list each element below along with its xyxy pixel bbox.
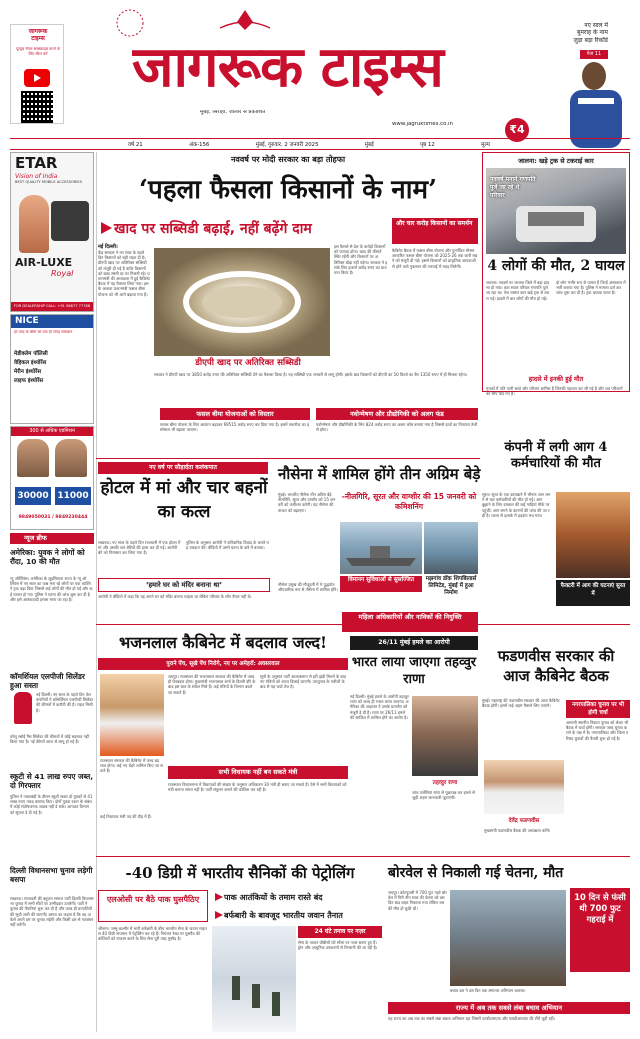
lead-body-col4: कैबिनेट बैठक में फसल बीमा योजना और पुनर्गठित मौसम आधारित फसल बीमा योजना को 2025-26 तक जारी रखने को मंजूरी दी गई। इससे किसानों को प्राकृतिक आपदाओं से होने वाले नुकसान की भरपाई में मदद मिलेगी। — [392, 248, 478, 269]
coaching-ad — [10, 426, 94, 530]
lead-kicker: नववर्ष पर मोदी सरकार का बड़ा तोहफा — [230, 155, 346, 164]
price-badge: ₹4 — [505, 118, 529, 142]
model-photo — [19, 195, 49, 253]
bhajanlal-body-col3: सूत्रों के अनुसार पार्टी आलाकमान से हरी झंडी मिलने के बाद नए मंत्रियों को शपथ दिलाई जाएगी। उपचुनाव के नतीजों के बाद से यह चर्चा तेज है। — [260, 674, 346, 690]
borewell-caption: बचाव दल ने दस दिन तक लगातार अभियान चलाया। — [450, 988, 526, 993]
soldiers-bar2-text: पाक आतंकियों के तमाम रास्ते बंद — [224, 892, 323, 902]
lead-bar2-body: नवोन्मेषण और प्रौद्योगिकी के लिए 824 करोड़ रुपए का अलग कोष बनाया गया है जिससे दावों का निपटारा तेजी से होगा। — [316, 422, 478, 433]
soldiers-headline: -40 डिग्री में भारतीय सैनिकों की पेट्रोलिंग — [125, 864, 355, 882]
lead-bar2: नवोन्मेषण और प्रौद्योगिकी को अलग फंड — [316, 408, 478, 420]
edition-price-label: मूल्य — [481, 142, 490, 148]
teaser-line2: बुमराह के नाम — [576, 29, 608, 37]
lead-side-box: और चार करोड़ किसानों का समर्थन — [392, 218, 478, 244]
borewell-footer-body: यह राज्य का अब तक का सबसे लंबा बचाव अभियान रहा जिसमें एनडीआरएफ और एसडीआरएफ की टीमें जुटी रहीं। — [388, 1016, 556, 1021]
lead-headline: ‘पहला फैसला किसानों के नाम’ — [138, 175, 438, 205]
company-body: सूरत। सूरत के एक कारखाने में भीषण आग लगने से चार कर्मचारियों की मौत हो गई। आग बुझाने के लिए दमकल की कई गाड़ियां मौके पर पहुंचीं। आग लगने के कारणों की जांच की जा रही है। घटना से इलाके में हड़कंप मच गया। — [482, 492, 551, 518]
coaching-phone: 9849050031 / 9849230444 — [18, 515, 88, 520]
lead-body-strip: सरकार ने डीएपी खाद पर 3850 करोड़ रुपए की अतिरिक्त सब्सिडी देने का फैसला किया है। यह सब्सिडी एक जनवरी से लागू होगी। इसके बाद किसानों को डीएपी का 50 किलो का बैग 1350 रुपए में ही मिलता रहेगा। — [154, 372, 468, 377]
jalna-body-col1: जालना। नववर्ष पर जालना जिले में बड़ा हादसा हो गया। कार सवार परिवार गणपति पुले जा रहा था। तेज रफ्तार कार खड़े ट्रक से टकरा गई। हादसे में चार लोगों की मौत हो गई। — [486, 280, 550, 301]
brief-body: नई दिल्ली। नए साल के पहले दिन तेल कंपनियों ने कॉमर्शियल एलपीजी सिलेंडर की कीमतों में कटौती की है। राहत मिली है। — [36, 692, 94, 713]
warship-photo — [424, 522, 478, 574]
mini-logo-line2: टाइम्स — [31, 35, 45, 42]
jalna-victims: मृतकों में पति पत्नी बच्चे और परिजन शामिल हैं जिनकी पहचान कर ली गई है और शव परिजनों को सौंप दिए गए हैं। — [486, 386, 623, 397]
bhajanlal-headline: भजनलाल कैबिनेट में बदलाव जल्द! — [118, 633, 327, 652]
tahawwur-headline: भारत लाया जाएगा तहव्वुर राणा — [351, 655, 477, 687]
nice-item: लाइफ इंश्योरेंस — [14, 378, 44, 384]
fadnavis-side-box: नगरपालिका चुनाव पर भी होगी चर्चा — [566, 700, 630, 718]
fadnavis-body: मुंबई। महाराष्ट्र की फडणवीस सरकार की आज कैबिनेट बैठक होगी। इसमें कई अहम फैसले लिए जाएंगे। — [482, 698, 560, 709]
teaser-page-badge: पेज 11 — [580, 50, 608, 59]
jalna-body-col2: दो लोग गंभीर रूप से घायल हैं जिन्हें अस्पताल में भर्ती कराया गया है। पुलिस ने मामला दर्ज कर जांच शुरू कर दी है। ट्रक चालक फरार है। — [556, 280, 626, 296]
teaser-line3: जुड़ा बड़ा रिकॉर्ड — [573, 36, 608, 44]
factory-fire-photo — [556, 492, 630, 578]
borewell-footer: राज्य में अब तक सबसे लंबा बचाव अभियान — [388, 1002, 630, 1014]
bhajanlal-photo — [100, 674, 164, 756]
promo-text: यूट्यूब चैनल सब्सक्राइब करने के लिए स्कैन करें — [15, 47, 61, 56]
mini-logo-line1: जागरूक — [28, 28, 48, 35]
hotel-body-col1: लखनऊ। नए साल के पहले दिन राजधानी में एक होटल में मां और उसकी चार बेटियों की हत्या कर दी गई। आरोपी बेटे को गिरफ्तार कर लिया गया है। — [98, 540, 181, 556]
nice-item: मेरीन इंश्योरेंस — [14, 369, 42, 375]
borewell-body-col1: जयपुर। कोटपूतली में 700 फुट गहरे बोरवेल में गिरी तीन साल की चेतना को दस दिन बाद बाहर निकाला गया लेकिन उसकी मौत हो चुकी थी। — [388, 890, 447, 911]
soldiers-bar3 — [214, 908, 384, 922]
hotel-kicker: नए वर्ष पर सौहार्दता कलंकपात — [98, 462, 268, 474]
fadnavis-photo — [484, 760, 564, 814]
jalna-footer: हादसे में इनकी हुई मौत — [528, 375, 584, 383]
jalna-headline: 4 लोगों की मौत, 2 घायल — [487, 258, 625, 274]
soldiers-bar3-text: बर्फबारी के बावजूद भारतीय जवान तैनात — [224, 910, 343, 920]
brief-body: लखनऊ। मायावती की बहुजन समाज पार्टी दिल्ली विधानसभा चुनाव में सभी सीटों पर उम्मीदवार उतारेगी। पार्टी ने चुनाव की तैयारियां शुरू कर दी हैं और जल्द ही प्रत्याशियों की सूची जारी की जाएगी। बसपा का कहना है कि वह अकेले अपने दम पर चुनाव लड़ेगी और किसी दल से गठबंधन नहीं करेगी। — [10, 896, 94, 928]
navy-side-head: -नीलगिरि, सूरत और वाग्शीर की 15 जनवरी को कमिशनिंग — [341, 492, 477, 511]
bhajanlal-body-col1b: कई विधायक मंत्री पद की दौड़ में हैं। — [100, 814, 152, 819]
hotel-body-col2: पुलिस के अनुसार आरोपी ने पारिवारिक विवाद के चलते यह वारदात की। वीडियो में उसने घटना के बारे में बताया। — [186, 540, 269, 551]
etar-product2: Royal — [51, 269, 74, 278]
coaching-fee: 30000 — [15, 487, 51, 505]
tahawwur-photo — [412, 696, 478, 776]
navy-caption: मझगांव डॉक शिपबिल्डर्स लिमिटेड, मुंबई में हुआ निर्माण — [425, 576, 477, 596]
soldiers-body: श्रीनगर। जम्मू-कश्मीर में भारी बर्फबारी के बीच भारतीय सेना के जवान माइनस 40 डिग्री तापमान में पेट्रोलिंग कर रहे हैं। नियंत्रण रेखा पर घुसपैठ की कोशिशों को नाकाम करने के लिए सेना पूरी तरह मुस्तैद है। — [98, 926, 207, 942]
warship-photo — [340, 522, 422, 574]
teaser-line1: नए साल में — [584, 22, 608, 29]
soldiers-rescue-box: 24 घंटे तनाव पर नज़र — [298, 926, 382, 938]
youtube-icon — [24, 69, 50, 87]
qr-code-icon — [21, 91, 53, 123]
navy-headline: नौसेना में शामिल होंगे तीन अग्रिम बेड़े — [278, 465, 481, 483]
photo-caption: डीएपी खाद पर अतिरिक्त सब्सिडी — [195, 358, 301, 368]
youtube-promo — [10, 24, 64, 124]
borewell-side-box: 10 दिन से फंसी थी 700 फुट गहराई में — [570, 888, 630, 972]
coaching-fee: 11000 — [55, 487, 91, 505]
tahawwur-photo-label: तहव्वुर राणा — [432, 780, 458, 786]
cabinet-meeting-photo — [154, 248, 330, 356]
person-photo — [55, 439, 87, 477]
jalna-overlay: नववर्ष मनाने गणपति पुले जा रहे थे परिवार — [490, 176, 536, 199]
tahawwur-kicker: 26/11 मुंबई हमले का आरोपी — [350, 636, 478, 650]
masthead-subtitle: मुंबई, सिरोही, जालोर से प्रकाशित — [200, 110, 266, 115]
nice-item: वेहिकल इंश्योरेंस — [14, 360, 47, 366]
etar-product: AIR-LUXE — [15, 256, 73, 269]
section-divider — [96, 458, 480, 459]
pen-nib-icon — [220, 8, 270, 32]
bhajanlal-body-col1: राजस्थान सरकार की कैबिनेट में जल्द बदलाव होगा। कई नए चेहरे शामिल किए जा सकते हैं। — [100, 758, 163, 774]
triangle-bullet-icon — [98, 220, 114, 236]
bhajanlal-body-col2: जयपुर। राजस्थान की भजनलाल सरकार की कैबिनेट में जल्द ही फेरबदल होगा। मुख्यमंत्री भजनलाल शर्मा के दिल्ली दौरे के बाद इस बात के संकेत मिले हैं। कई मंत्रियों के विभाग बदले जा सकते हैं। — [168, 674, 256, 695]
fadnavis-side-body: आगामी स्थानीय निकाय चुनाव को लेकर भी बैठक में चर्चा होगी। सरकार जल्द चुनाव कराने के पक्ष में है। नगरपालिका और जिला परिषद चुनावों की तैयारी शुरू हो गई है। — [566, 720, 629, 741]
company-headline: कंपनी में लगी आग 4 कर्मचारियों की मौत — [504, 440, 608, 471]
masthead-website: www.jagruktimes.co.in — [392, 122, 453, 127]
rescue-photo — [450, 890, 566, 986]
brief-headline: स्कूटी से 41 लाख रुपए जब्त, दो गिरफ्तार — [10, 772, 94, 790]
nice-insurance-ad: NICE हर तरह के बीमा का एक ही जगह समाधान मेडीक्लेम पॉलिसी वेहिकल इंश्योरेंस मेरीन इंश्योरेंस लाइफ इंश्योरेंस — [10, 314, 94, 424]
edition-city: मुंबई — [364, 142, 374, 148]
news-brief-label: न्यूज ब्रीफ — [10, 533, 94, 544]
edition-date: मुंबई, गुरुवार, 2 जनवरी 2025 — [255, 142, 319, 148]
etar-brand: ETAR — [15, 154, 58, 172]
bhajanlal-body-bottom: राजस्थान विधानसभा में विधायकों की संख्या के अनुसार अधिकतम 30 मंत्री ही बनाए जा सकते हैं। ऐसे में सभी विधायकों को मंत्री बनाना संभव नहीं है। पार्टी संतुलन बनाने की कोशिश कर रही है। — [168, 782, 347, 793]
bhajanlal-subhead: पुराने पेंच, सूखे पेंच निरोगे, नए पर अमेहरों: अवसरवाल — [98, 658, 348, 670]
cricketer-photo — [548, 58, 632, 148]
soldiers-bar1: एलओसी पर बैठे पाक घुसपैठिए — [98, 890, 208, 922]
section-divider — [96, 856, 630, 857]
lead-bar1-body: फसल बीमा योजना के लिए आवंटन बढ़ाकर 69515 करोड़ रुपए कर दिया गया है। इसमें तकनीक का इस्तेमाल भी बढ़ाया जाएगा। — [160, 422, 310, 433]
jalna-kicker: जालना: खड़े ट्रक से टकराई कार — [518, 157, 594, 165]
triangle-bullet-icon — [214, 892, 224, 902]
earphone-photo — [51, 201, 89, 241]
brief-body: घरेलू रसोई गैस सिलेंडर की कीमतों में कोई बदलाव नहीं किया गया है। नई कीमतें आज से लागू हो गई हैं। — [10, 734, 89, 745]
lead-body-col1: केंद्र सरकार ने नए साल के पहले दिन किसानों को बड़ी राहत दी है। डीएपी खाद पर अतिरिक्त सब्सिडी को मंजूरी दी गई है ताकि किसानों को खाद सस्ती दर पर मिलती रहे। प्रधानमंत्री की अध्यक्षता में हुई कैबिनेट बैठक में यह फैसला लिया गया। इसके अलावा प्रधानमंत्री फसल बीमा योजना को भी आगे बढ़ाया गया है। — [98, 250, 150, 297]
tahawwur-body2: जांच एजेंसियां राणा से पूछताछ कर हमले से जुड़ी अहम जानकारी जुटाएंगी। — [412, 790, 475, 801]
hotel-headline: होटल में मां और चार बहनों का कत्ल — [100, 478, 268, 522]
masthead-title: जागरूक टाइम्स — [132, 34, 443, 100]
brief-headline: कॉमर्शियल एलपीजी सिलेंडर हुआ सस्ता — [10, 672, 85, 690]
lead-subhead — [98, 216, 388, 240]
lead-body-col3: इस फैसले से देश के करोड़ों किसानों को फायदा होगा। खाद की कीमतें स्थिर रहेंगी और किसानों पर अतिरिक्त बोझ नहीं पड़ेगा। सरकार ने इसके लिए हजारों करोड़ रुपए का प्रावधान किया है। — [334, 244, 388, 276]
person-photo — [17, 439, 49, 477]
brief-body: न्यू ऑर्लियंस। अमेरिका के लुइसियाना राज्य के न्यू ऑर्लियंस में नए साल का जश्न मना रहे लोगों पर एक व्यक्ति ने ट्रक चढ़ा दिया जिससे कई लोगों की मौत हो गई और कई घायल हो गए। पुलिस ने घटना की जांच शुरू कर दी है और इसे आतंकवादी हमला माना जा रहा है। — [10, 576, 93, 602]
lead-subhead-text: खाद पर सब्सिडी बढ़ाई, नहीं बढ़ेंगे दाम — [114, 220, 312, 237]
edition-bar — [10, 138, 630, 150]
tahawwur-body: नई दिल्ली। मुंबई हमले के आरोपी तहव्वुर राणा को जल्द ही भारत लाया जाएगा। अमेरिका की अदालत ने उसके प्रत्यर्पण को मंजूरी दे दी है। राणा पर 26/11 हमले की साजिश में शामिल होने का आरोप है। — [350, 694, 409, 720]
navy-body-col1: मुंबई। भारतीय नौसेना तीन अग्रिम बेड़े नीलगिरि, सूरत और वाग्शीर को 15 जनवरी को कमीशन करेगी। यह नौसेना की ताकत को बढ़ाएगा। — [278, 492, 336, 513]
triangle-bullet-icon — [214, 910, 224, 920]
nice-item: मेडीक्लेम पॉलिसी — [14, 351, 48, 357]
etar-tagline: BEST QUALITY MOBILE ACCESSORIES — [15, 180, 82, 184]
fadnavis-photo-label: देवेंद्र फडणवीस — [508, 818, 540, 824]
etar-tag: Vision of India — [15, 173, 58, 180]
lead-dateline: नई दिल्ली। — [98, 244, 118, 250]
navy-caption: विमानन सुविधाओं से सुसज्जित — [340, 576, 422, 592]
borewell-headline: बोरवेल से निकाली गई चेतना, मौत — [388, 865, 564, 881]
etar-ad — [10, 152, 94, 312]
hotel-quote: ‘हमारे घर को मंदिर बनाना था’ — [98, 578, 270, 592]
edition-year: वर्ष 21 — [128, 142, 143, 148]
section-divider — [96, 624, 630, 625]
fadnavis-headline: फडणवीस सरकार की आज कैबिनेट बैठक — [497, 647, 615, 685]
gas-cylinder-icon — [14, 692, 32, 724]
edition-issue: अंक-156 — [188, 142, 210, 148]
nice-brand: NICE — [11, 315, 93, 328]
column-divider — [96, 152, 97, 1032]
navy-caption: महिला अधिकारियों और नाविकों की नियुक्ति — [342, 612, 478, 632]
brief-headline: दिल्ली विधानसभा चुनाव लड़ेगी बसपा — [10, 866, 93, 884]
company-caption: फैक्टरी में आग की घटनाएं सुरत में — [556, 580, 630, 606]
soldiers-body2: सेना के जवान चौबीसों घंटे सीमा पर नजर बनाए हुए हैं। ड्रोन और आधुनिक उपकरणों से निगरानी की जा रही है। — [298, 940, 378, 951]
soldiers-bar2 — [214, 890, 384, 904]
edition-pages: पृष्ठ 12 — [420, 142, 435, 148]
coaching-head: 300 से अधिक एडमिशन — [11, 427, 93, 436]
fadnavis-body2: मुख्यमंत्री फडणवीस बैठक की अध्यक्षता करेंगे। — [484, 828, 551, 833]
lead-bar1: फसल बीमा योजनाओं को विस्तार — [160, 408, 310, 420]
brand-mini-logo — [14, 28, 62, 46]
brief-headline: अमेरिका: युवक ने लोगों को रौंदा, 10 की मौत — [10, 548, 85, 566]
snow-patrol-photo — [212, 926, 296, 1032]
bhajanlal-caption: सभी विधायक नहीं बन सकते मंत्री — [168, 766, 348, 779]
navy-body-col1b: नौसेना प्रमुख की मौजूदगी में ये युद्धपोत औपचारिक रूप से नौसेना में शामिल होंगे। — [278, 582, 338, 593]
etar-contact: FOR DEALERSHIP CALL: +91 98677 77788 — [11, 302, 93, 311]
hotel-quote-body: आरोपी ने वीडियो में कहा कि वह अपने घर को मंदिर बनाना चाहता था लेकिन परिवार के लोग तैयार नहीं थे। — [98, 594, 252, 599]
brief-body: पुलिस ने नाकाबंदी के दौरान स्कूटी सवार दो युवकों से 41 लाख रुपए नकद बरामद किए। दोनों युवक रकम के संबंध में कोई संतोषजनक जवाब नहीं दे सके। आयकर विभाग को सूचना दे दी गई है। — [10, 794, 93, 815]
